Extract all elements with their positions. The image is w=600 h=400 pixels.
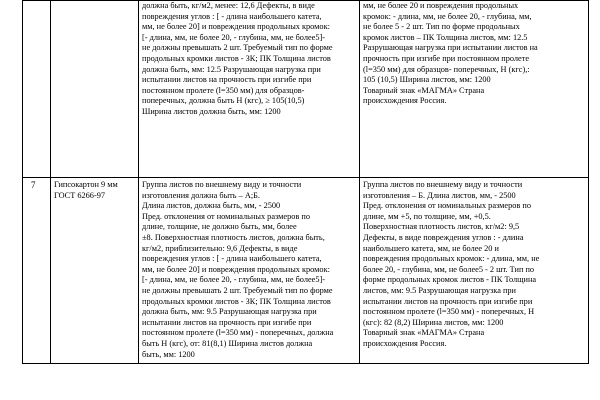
text-line: мм, не более 20 и повреждения продольных [363, 1, 519, 10]
text-line: Пред. отклонения от номинальных размеров по [142, 211, 310, 221]
text-line: Товарный знак «МАГМА» Страна [363, 85, 485, 95]
text-line: постоянном пролете (l=350 мм) - поперечных, должна [142, 328, 334, 338]
text-line: должна быть, кг/м2, менее: 12,6 Дефекты, в виде [142, 1, 315, 10]
table-body [23, 1, 589, 364]
text-line: повреждения продольных кромок: - длина, мм, не [363, 254, 540, 264]
specification-table [22, 0, 589, 364]
text-line: испытании листов на прочность при изгибе при [363, 296, 533, 306]
row-number-cell [23, 1, 51, 178]
product-name-cell [51, 178, 139, 364]
text-line: испытании листов на прочность при изгибе при [142, 75, 312, 85]
text-line: происхождения Россия. [363, 96, 447, 106]
text-line: кромок листов – ПК Толщина листов, мм: 12.5 [363, 32, 528, 42]
text-line: форме продольных кромок листов - ПК Толщина [363, 275, 537, 285]
text-line: происхождения Россия. [363, 338, 447, 348]
text-line: наибольшего катета, мм, не более 20 и [363, 243, 499, 253]
text-line: мм, не более 20] и повреждения продольных кромок: [142, 264, 330, 274]
text-line: должна быть, мм: 12.5 Разрушающая нагрузка при [142, 64, 321, 74]
text-line: кромок: - длина, мм, не более 20, - глубина, мм, [363, 11, 532, 21]
text-line: [- длина, мм, не более 20, - глубина, мм, не более5]- [142, 275, 326, 285]
text-line: Группа листов по внешнему виду и точности [363, 180, 523, 189]
text-line: постоянном пролете (l=350 мм) - поперечных, Н [363, 307, 535, 317]
row-number-cell [23, 178, 51, 364]
text-line: не должны превышать 2 шт. Требуемый тип по форме [142, 285, 333, 295]
text-line: повреждения углов : [ - длина наибольшего катета, [142, 254, 322, 264]
text-line: длине, толщине, не должно быть, мм, более [142, 222, 297, 232]
text-line: листов, мм: 9.5 Разрушающая нагрузка при [363, 285, 516, 295]
text-line: Группа листов по внешнему виду и точности [142, 180, 302, 189]
offer-cell [360, 178, 589, 364]
text-line: продольных кромки листов - ЗК; ПК Толщина листов [142, 296, 331, 306]
text-line: должна быть, мм: 9.5 Разрушающая нагрузка при [142, 307, 317, 317]
text-line: поперечных, должна быть Н (кгс), ≥ 105(10,5) [142, 96, 305, 106]
text-line: Поверхностная плотность листов, кг/м2: 9,5 [363, 222, 520, 232]
text-line: прочность при изгибе при постоянном пролете [363, 53, 530, 63]
text-line: быть, мм: 1200 [142, 349, 195, 359]
table-row [23, 178, 589, 364]
text-line: (кгс): 82 (8,2) Ширина листов, мм: 1200 [363, 317, 504, 327]
text-line: (l=350 мм) для образцов- поперечных, Н (кгс),: [363, 64, 530, 74]
text-line: Разрушающая нагрузка при испытании листов на [363, 43, 538, 53]
text-line: не должны превышать 2 шт. Требуемый тип по форме [142, 43, 333, 53]
text-line: 105 (10,5) Ширина листов, мм: 1200 [363, 75, 491, 85]
text-line: мм, не более 20] и повреждения продольных кромок: [142, 22, 330, 32]
text-line: изготовления должна быть – А;Б. [142, 190, 260, 200]
product-name-cell [51, 1, 139, 178]
text-line: длине, мм +5, по толщине, мм, +0,5. [363, 211, 491, 221]
offer-cell [360, 1, 589, 178]
text-line: изготовления – Б. Длина листов, мм, - 2500 [363, 190, 516, 200]
text-line: постоянном пролете (l=350 мм) для образцов- [142, 85, 305, 95]
text-line: [- длина, мм, не более 20, - глубина, мм, не более5]- [142, 32, 326, 42]
text-line: кг/м2, приблизительно: 9,6 Дефекты, в виде [142, 243, 298, 253]
text-line: ±8. Поверхностная плотность листов, должна быть, [142, 232, 325, 242]
table-row [23, 1, 589, 178]
text-line: Длина листов, должна быть, мм, - 2500 [142, 201, 281, 211]
row-number: 7 [31, 180, 36, 190]
text-line: испытании листов на прочность при изгибе при [142, 317, 312, 327]
text-line: повреждения углов : [ - длина наибольшего катета, [142, 11, 322, 21]
text-line: Дефекты, в виде повреждения углов : - длина [363, 232, 524, 242]
text-line: более 20, - глубина, мм, не более5 - 2 шт. Тип по [363, 264, 535, 274]
requirements-cell [139, 1, 360, 178]
text-line: не более 5 - 2 шт. Тип по форме продольных [363, 22, 520, 32]
requirements-cell [139, 178, 360, 364]
text-line: Ширина листов должна быть, мм: 1200 [142, 106, 281, 116]
text-line: Гипсокартон 9 мм [54, 180, 118, 189]
text-line: ГОСТ 6266-97 [54, 190, 106, 200]
text-line: быть Н (кгс), от: 81(8,1) Ширина листов должна [142, 338, 313, 348]
text-line: продольных кромки листов - ЗК; ПК Толщина листов [142, 53, 331, 63]
text-line: Товарный знак «МАГМА» Страна [363, 328, 485, 338]
text-line: Пред. отклонения от номинальных размеров по [363, 201, 531, 211]
